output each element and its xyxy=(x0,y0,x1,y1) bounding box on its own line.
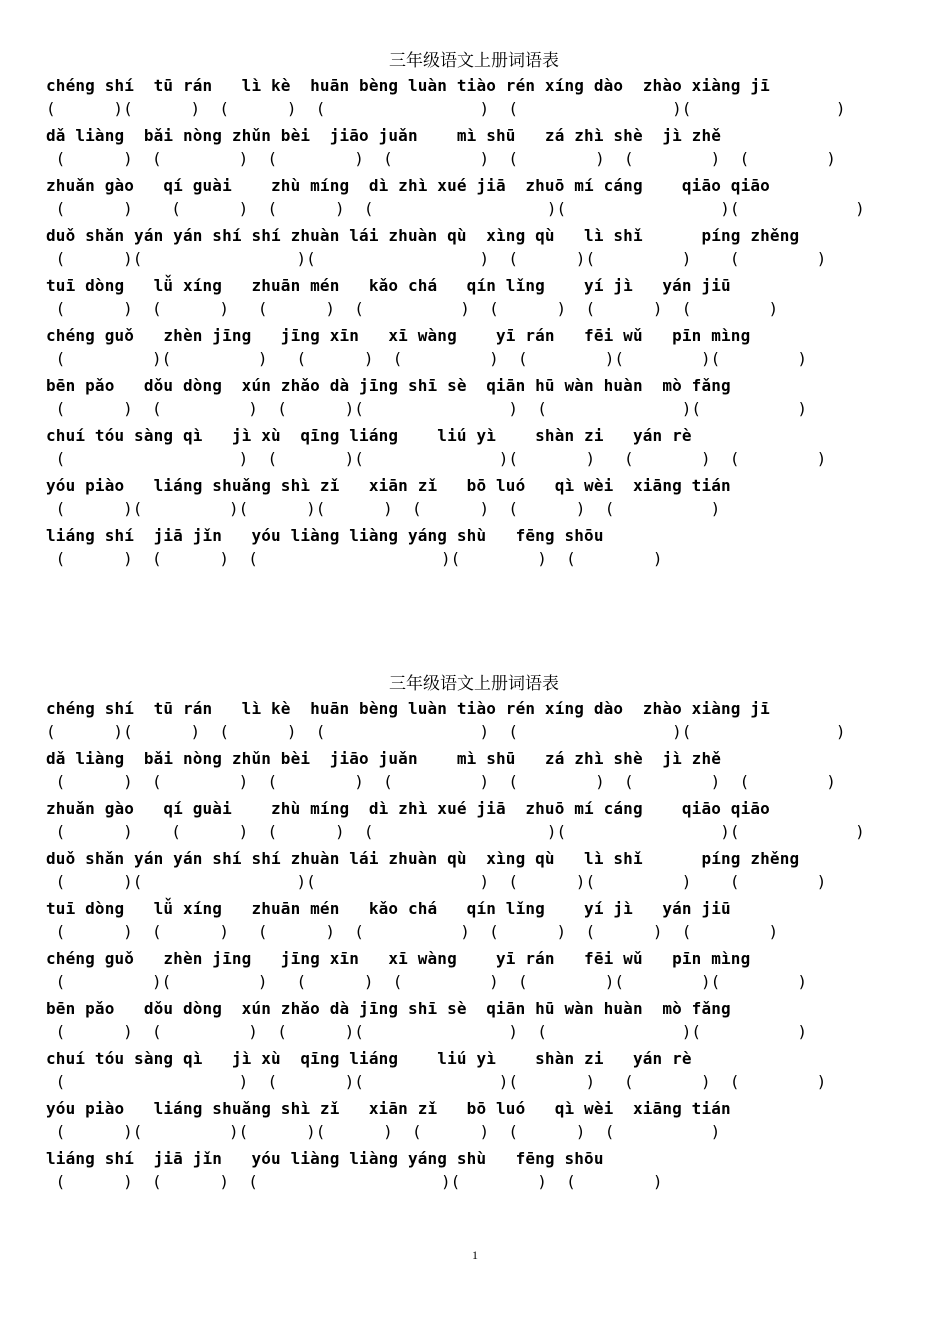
pinyin-line: yóu piào liáng shuǎng shì zǐ xiān zǐ bō luó qì wèi xiāng tián xyxy=(46,476,731,495)
pinyin-line: zhuǎn gào qí guài zhù míng dì zhì xué jiā zhuō mí cáng qiāo qiāo xyxy=(46,176,770,195)
pinyin-line: tuī dòng lǚ xíng zhuān mén kǎo chá qín lǐng yí jì yán jiū xyxy=(46,276,731,295)
word-row xyxy=(0,324,950,374)
pinyin-line: duǒ shǎn yán yán shí shí zhuàn lái zhuàn qù xìng qù lì shǐ píng zhěng xyxy=(46,226,800,245)
word-row xyxy=(0,747,950,797)
word-row xyxy=(0,697,950,747)
word-row xyxy=(0,847,950,897)
pinyin-line: chéng shí tū rán lì kè huān bèng luàn tiào rén xíng dào zhào xiàng jī xyxy=(46,699,770,718)
word-row xyxy=(0,124,950,174)
answer-blanks: ( )( ) ( ) ( ) ( )( ) xyxy=(46,722,846,741)
answer-blanks: ( ) ( ) ( ) ( ) ( ) ( ) ( ) xyxy=(46,922,779,941)
word-row xyxy=(0,897,950,947)
answer-blanks: ( )( ) ( ) ( ) ( )( )( ) xyxy=(46,349,807,368)
word-row xyxy=(0,174,950,224)
word-row xyxy=(0,947,950,997)
pinyin-line: chuí tóu sàng qì jì xù qīng liáng liú yì shàn zi yán rè xyxy=(46,426,692,445)
word-row xyxy=(0,1097,950,1147)
answer-blanks: ( ) ( ) ( ) ( ) ( ) ( ) ( ) xyxy=(46,299,779,318)
worksheet-title: 三年级语文上册词语表 xyxy=(389,51,559,71)
pinyin-line: bēn pǎo dǒu dòng xún zhǎo dà jīng shī sè qiān hū wàn huàn mò fǎng xyxy=(46,376,731,395)
answer-blanks: ( ) ( ) ( )( ) ( )( ) xyxy=(46,1022,807,1041)
pinyin-line: liáng shí jiā jǐn yóu liàng liàng yáng shù fēng shōu xyxy=(46,526,604,545)
pinyin-line: liáng shí jiā jǐn yóu liàng liàng yáng shù fēng shōu xyxy=(46,1149,604,1168)
pinyin-line: chuí tóu sàng qì jì xù qīng liáng liú yì shàn zi yán rè xyxy=(46,1049,692,1068)
answer-blanks: ( ) ( ) ( )( ) ( ) xyxy=(46,1172,663,1191)
page-number: 1 xyxy=(472,1248,478,1262)
pinyin-line: yóu piào liáng shuǎng shì zǐ xiān zǐ bō luó qì wèi xiāng tián xyxy=(46,1099,731,1118)
pinyin-line: chéng guǒ zhèn jīng jīng xīn xī wàng yī rán fēi wǔ pīn mìng xyxy=(46,949,751,968)
pinyin-line: chéng shí tū rán lì kè huān bèng luàn tiào rén xíng dào zhào xiàng jī xyxy=(46,76,770,95)
answer-blanks: ( ) ( )( )( ) ( ) ( ) xyxy=(46,449,827,468)
word-row xyxy=(0,997,950,1047)
word-row xyxy=(0,424,950,474)
worksheet-copy-2 xyxy=(0,673,950,1197)
word-row xyxy=(0,224,950,274)
answer-blanks: ( )( )( ) ( )( ) ( ) xyxy=(46,872,827,891)
pinyin-line: bēn pǎo dǒu dòng xún zhǎo dà jīng shī sè qiān hū wàn huàn mò fǎng xyxy=(46,999,731,1018)
answer-blanks: ( ) ( ) ( ) ( ) ( ) ( ) ( ) xyxy=(46,149,836,168)
answer-blanks: ( ) ( ) ( ) ( )( )( ) xyxy=(46,199,865,218)
answer-blanks: ( )( )( )( ) ( ) ( ) ( ) xyxy=(46,499,721,518)
pinyin-line: dǎ liàng bǎi nòng zhǔn bèi jiāo juǎn mì shū zá zhì shè jì zhě xyxy=(46,126,722,145)
word-row xyxy=(0,1147,950,1197)
word-row xyxy=(0,374,950,424)
pinyin-line: dǎ liàng bǎi nòng zhǔn bèi jiāo juǎn mì shū zá zhì shè jì zhě xyxy=(46,749,722,768)
answer-blanks: ( ) ( ) ( ) ( ) ( ) ( ) ( ) xyxy=(46,772,836,791)
pinyin-line: zhuǎn gào qí guài zhù míng dì zhì xué jiā zhuō mí cáng qiāo qiāo xyxy=(46,799,770,818)
answer-blanks: ( )( ) ( ) ( ) ( )( ) xyxy=(46,99,846,118)
worksheet-copy-1 xyxy=(0,50,950,574)
answer-blanks: ( )( )( )( ) ( ) ( ) ( ) xyxy=(46,1122,721,1141)
pinyin-line: duǒ shǎn yán yán shí shí zhuàn lái zhuàn qù xìng qù lì shǐ píng zhěng xyxy=(46,849,800,868)
pinyin-line: tuī dòng lǚ xíng zhuān mén kǎo chá qín lǐng yí jì yán jiū xyxy=(46,899,731,918)
word-row xyxy=(0,524,950,574)
answer-blanks: ( ) ( ) ( ) ( )( )( ) xyxy=(46,822,865,841)
worksheet-title: 三年级语文上册词语表 xyxy=(389,674,559,694)
word-row xyxy=(0,474,950,524)
word-row xyxy=(0,797,950,847)
answer-blanks: ( )( )( ) ( )( ) ( ) xyxy=(46,249,827,268)
answer-blanks: ( ) ( ) ( )( ) ( )( ) xyxy=(46,399,807,418)
answer-blanks: ( ) ( )( )( ) ( ) ( ) xyxy=(46,1072,827,1091)
word-row xyxy=(0,1047,950,1097)
word-row xyxy=(0,74,950,124)
pinyin-line: chéng guǒ zhèn jīng jīng xīn xī wàng yī rán fēi wǔ pīn mìng xyxy=(46,326,751,345)
answer-blanks: ( )( ) ( ) ( ) ( )( )( ) xyxy=(46,972,807,991)
word-row xyxy=(0,274,950,324)
answer-blanks: ( ) ( ) ( )( ) ( ) xyxy=(46,549,663,568)
